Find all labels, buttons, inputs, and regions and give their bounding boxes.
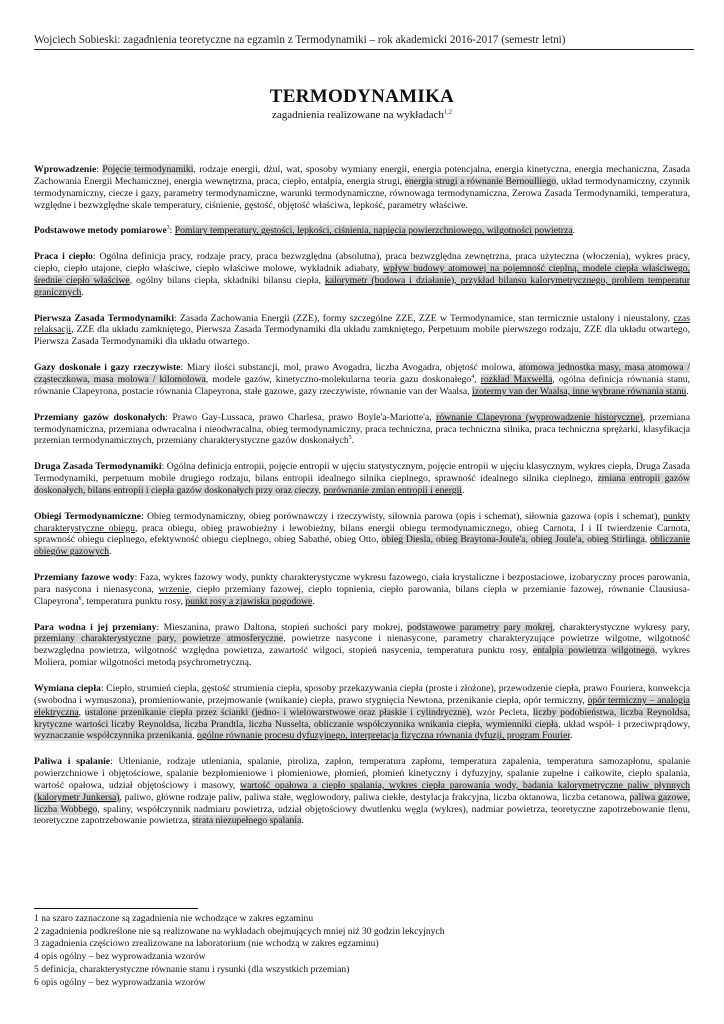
topic-text: , praca obiegu, obieg prawobieżny i lewobieżny, bilans energii obiegu termodynamicznego, obieg Carnota, I i II twierdzenie Carnota, sprawność obiegu cieplnego, efektywność obiegu cieplnego, obieg Sabathé, obieg Otto, <box>34 522 690 546</box>
excluded-topic-text: energia strugi a równanie Bernoulliego <box>404 175 557 187</box>
footnote-item: 4 opis ogólny – bez wyprowadzania wzorów <box>34 951 206 963</box>
topic-heading: Praca i ciepło <box>34 251 93 263</box>
excluded-unlectured-text: kalorymetr (budowa i działanie), przykład bilansu kalorymetrycznego, problem temperatur granicznych <box>34 274 690 298</box>
topic-section <box>34 461 690 497</box>
footnote-ref: 6 <box>78 595 82 602</box>
excluded-topic-text: Pojęcie termodynamiki <box>102 164 194 175</box>
topic-text: , ZZE dla układu zamkniętego, Pierwsza Zasada Termodynamiki dla układu zamkniętego, Perpetuum mobile pierwszego rodzaju, ZZE dla układu otwartego, Pierwsza Zasada Termodynamiki dla układu otwartego. <box>34 324 690 348</box>
document-subtitle <box>0 109 724 121</box>
topic-section <box>34 412 690 448</box>
topic-heading: Paliwa i spalanie <box>34 756 111 768</box>
excluded-topic-text: zmiana entropii gazów doskonałych, bilans entropii i ciepła gazów doskonałych przy oraz cieczy <box>34 473 690 496</box>
excluded-topic-text: podstawowe parametry pary mokrej <box>407 621 553 633</box>
topic-text: , <box>78 706 85 718</box>
topic-text: : Ogólna definicja entropii, pojęcie entropii w ujęciu statystycznym, pojęcie entropii w ujęciu klasycznym, wykres ciepła, Druga Zasada Termodynamiki, perpetuum mobile drugiego rodzaju, bilans entropii idealnego silnika cieplnego, sprawność idealnego silnika cieplnego, <box>34 461 690 485</box>
topic-heading: Gazy doskonałe i gazy rzeczywiste <box>34 362 181 374</box>
unlectured-topic-text: czas relaksacji <box>34 312 690 336</box>
topic-text: , <box>192 730 197 742</box>
topic-text: , temperatura punktu rosy, <box>81 595 186 607</box>
excluded-unlectured-text: równanie Clapeyrona (wyprowadzenie historyczne) <box>436 411 643 423</box>
topic-text: , modele gazów, kinetyczno-molekularna teoria gazu doskonałego <box>205 373 472 385</box>
topic-heading: Druga Zasada Termodynamiki <box>34 461 162 473</box>
excluded-unlectured-text: ogólne równanie procesu dyfuzyjnego, interpretacja fizyczna równania dyfuzji, program Fourier <box>197 730 571 742</box>
footnote-item: 3 zagadnienia częściowo zrealizowane na laboratorium (nie wchodzą w zakres egzaminu) <box>34 938 379 950</box>
topic-text: . <box>462 484 465 496</box>
topic-heading: Podstawowe metody pomiarowe <box>34 225 167 237</box>
topic-heading: Przemiany gazów doskonałych <box>34 411 166 423</box>
topic-text: , ciepło przemiany fazowej, ciepło topnienia, ciepło parowania, bilans ciepła w przemianie fazowej, równanie Clausiusa-Clapeyrona <box>34 583 690 607</box>
excluded-unlectured-text: wartość opałowa a ciepło spalania, wykres ciepła parowania wody, badania kalorymetryczne paliw płynnych (kalorymetr Junkersa) <box>34 779 691 803</box>
topic-text: , wykres Moliera, pomiar wilgotności metodą psychrometryczną. <box>34 645 690 669</box>
excluded-topic-text: obieg Diesla, obieg Braytona-Joule'a, obieg Joule'a, obieg Stirlinga <box>381 534 645 546</box>
excluded-topic-text: przemiany charakterystyczne pary, powietrze atmosferyczne <box>34 633 284 645</box>
topic-text: , charakterystyczne wykresy pary, <box>552 621 690 633</box>
topic-text: . <box>686 385 689 397</box>
excluded-unlectured-text: porównanie zmian entropii i energii <box>323 484 462 496</box>
topic-text: : Obieg termodynamiczny, obieg porównawczy i rzeczywisty, siłownia parowa (opis i schemat), siłownia gazowa (opis i schemat), <box>141 510 664 522</box>
topic-heading: Przemiany fazowe wody <box>34 572 135 584</box>
topic-section <box>34 164 690 211</box>
topic-section <box>34 251 690 298</box>
topic-section <box>34 313 690 349</box>
topic-text: : Faza, wykres fazowy wody, punkty charakterystyczne wykresu fazowego, ciała krystaliczne i bezpostaciowe, izobaryczny proces parowania, para nasycona i nienasycona, <box>34 572 691 595</box>
topic-text: , układ termodynamiczny, czynnik termodynamiczny, ciecze i gazy, parametry termodynamiczne, warunki termodynamiczne, równowaga termodynamiczna, Zerowa Zasada Termodynamiki, temperatura, względne i bezwzględne skale temperatury, ciśnienie, gęstość, objętość właściwa, lepkość, parametry właściwe. <box>34 175 691 211</box>
excluded-topic-text: wyznaczanie współczynnika przenikania <box>34 730 193 742</box>
topic-section <box>34 756 690 827</box>
topic-text: , wzór Pecleta, <box>469 706 533 718</box>
excluded-topic-text: entalpia powietrza wilgotnego <box>532 645 655 657</box>
topic-text: . <box>570 730 573 742</box>
topic-text: , ogólny bilans ciepła, składniki bilansu ciepła, <box>129 274 325 286</box>
excluded-unlectured-text: izotermy van der Waalsa, inne wybrane równania stanu <box>472 385 687 397</box>
excluded-topic-text: atomowa jednostka masy, masa atomowa / cząsteczkowa, masa molowa / kilomolowa <box>34 362 690 385</box>
topic-text: . <box>109 546 112 558</box>
topic-heading: Wymiana ciepła <box>34 683 101 694</box>
topic-text: : Mieszanina, prawo Daltona, stopień suchości pary mokrej, <box>156 621 408 633</box>
footnote-item: 1 na szaro zaznaczone są zagadnienia nie wchodzące w zakres egzaminu <box>34 913 314 924</box>
topic-text: : Ciepło, strumień ciepła, gęstość strumienia ciepła, sposoby przekazywania ciepła (proste i złożone), przewodzenie ciepła, prawo Fouriera, konwekcja (swobodna i wymuszona), promieniowanie, przejmowanie (wnikanie) ciepła, prawo stygnięcia Newtona, przenikanie ciepła, opór termiczny, <box>34 683 690 706</box>
topic-text: , ogólna definicja równania stanu, równanie Clapeyrona, postacie równania Clapeyrona, stałe gazowe, gazy rzeczywiste, równanie van der Waalsa, <box>34 373 690 397</box>
topic-text: , <box>474 373 481 385</box>
topic-text: : Miary ilości substancji, mol, prawo Avogadra, liczba Avogadra, objętość molowa, <box>180 362 519 374</box>
topic-text: . <box>351 435 355 447</box>
excluded-unlectured-text: wpływ budowy atomowej na pojemność cieplną, modele ciepła właściwego, średnie ciepło właściwe <box>34 263 690 286</box>
topic-text: . <box>312 595 315 607</box>
topic-text: , powietrze nasycone i nienasycone, parametry charakteryzujące powietrze wilgotne, wilgotność bezwzględna powietrza, wilgotność względna powietrza, zawartość wilgoci, stopień nasycenia, temperatura punktu rosy, <box>34 633 691 657</box>
topic-heading: Wprowadzenie <box>34 164 97 175</box>
topic-section <box>34 511 690 558</box>
excluded-unlectured-text: obliczanie obiegów gazowych <box>34 534 690 558</box>
footnote-item: 6 opis ogólny – bez wyprowadzania wzorów <box>34 976 206 988</box>
topic-heading: Para wodna i jej przemiany <box>34 621 157 633</box>
topic-text: , spaliny, współczynnik nadmiaru powietrza, udział objętościowy dwutlenku węgla (wykres), nadmiar powietrza, teoretyczne zapotrzebowanie tlenu, teoretyczne zapotrzebowanie powietrza, <box>34 803 690 827</box>
footnote-item: 5 definicja, charakterystyczne równanie stanu i rysunki (dla wszystkich przemian) <box>34 963 350 975</box>
topic-text: , układ współ- i przeciwprądowy, <box>558 718 690 730</box>
topic-text: . <box>81 286 84 298</box>
topic-section <box>34 622 690 669</box>
footnote-ref: 3 <box>166 225 170 232</box>
topic-section <box>34 572 690 608</box>
topic-text: . <box>301 815 304 827</box>
excluded-topic-text: liczby podobieństwa, liczba Reynoldsa, krytyczne wartości liczby Reynoldsa, liczba Prandtla, liczba Nusselta, obliczanie współczynnika wnikania ciepła, wymienniki ciepła <box>34 706 690 730</box>
topics-list <box>34 164 690 841</box>
topic-text: , przemiana termodynamiczna, przemiana odwracalna i nieodwracalna, obieg termodynamiczny, praca techniczna, praca techniczna silnika, praca techniczna sprężarki, klasyfikacja przemian termodynamicznych, przemiany charakterystyczne gazów doskonałych <box>34 411 690 447</box>
topic-text: , <box>318 484 324 496</box>
topic-heading: Pierwsza Zasada Termodynamiki <box>34 312 175 324</box>
topic-heading: Obiegi Termodynamiczne <box>34 510 142 522</box>
footnote-ref: 4 <box>471 373 475 380</box>
topic-section <box>34 683 690 742</box>
topic-text: : <box>169 225 175 237</box>
running-header: Wojciech Sobieski: zagadnienia teoretyczne na egzamin z Termodynamiki – rok akademicki 2016-2017 (semestr letni) <box>34 34 694 50</box>
excluded-topic-text: paliwa gazowe, liczba Wobbego <box>34 791 691 815</box>
topic-section <box>34 225 690 237</box>
topic-text: : Zasada Zachowania Energii (ZZE), formy szczególne ZZE, ZZE w Termodynamice, stan termicznie ustalony i nieustalony, <box>174 312 674 324</box>
document-title: TERMODYNAMIKA <box>269 86 455 107</box>
subtitle-text: zagadnienia realizowane na wykładach <box>271 109 444 121</box>
topic-text: , rodzaje energii, dżul, wat, sposoby wymiany energii, energia potencjalna, energia kinetyczna, energia mechaniczna, Zasada Zachowania Energii Mechanicznej, energia wewnętrzna, praca, ciepło, entalpia, energia strugi, <box>34 164 690 187</box>
topic-text: : Ogólna definicja pracy, rodzaje pracy, praca bezwzględna (absolutna), praca bezwzględna zewnętrzna, praca użyteczna (włoczenia), wykres pracy, ciepło, ciepło utajone, ciepło właściwe, ciepło właściwe molowe, wykładnik adiabaty, <box>34 251 690 275</box>
excluded-topic-text: strata niezupełnego spalania <box>192 815 302 827</box>
excluded-topic-text: ustalone przenikanie ciepła przez ścianki (jedno- i wielowarstwowe oraz płaskie i cylindryczne) <box>84 706 470 718</box>
footnote-separator <box>34 908 198 909</box>
topic-text: : Utlenianie, rodzaje utleniania, spalanie, piroliza, zapłon, temperatura zapłonu, temperatura zapalenia, temperatura samozapłonu, spalanie powierzchniowe i objętościowe, spalanie bezpłomieniowe i płomieniowe, płomień, płomień kinetyczny i dyfuzyjny, spalanie zupełne i całkowite, ciepło spalania, wartość opałowa, udział objętościowy i masowy, <box>34 756 690 791</box>
unlectured-topic-text: punkty charakterystyczne obiegu <box>34 510 691 534</box>
footnote-ref: 5 <box>348 435 352 442</box>
footnote-item: 2 zagadnienia podkreślone nie są realizowane na wykładach obejmujących mniej niż 30 godzin lekcyjnych <box>34 925 445 937</box>
topic-text: : <box>96 164 103 175</box>
topic-section <box>34 362 690 398</box>
subtitle-footnote-ref: 1,2 <box>443 108 453 116</box>
footnotes <box>34 913 690 989</box>
excluded-unlectured-text: punkt rosy a zjawiska pogodowe <box>185 595 313 607</box>
excluded-unlectured-text: opór termiczny – analogia elektryczna <box>34 694 690 718</box>
topic-text: , paliwo, główne rodzaje paliw, paliwa stałe, węglowodory, paliwa ciekłe, destylacja frakcyjna, liczba oktanowa, liczba cetanowa, <box>119 791 630 803</box>
excluded-unlectured-text: Pomiary temperatury, gęstości, lepkości, ciśnienia, napięcia powierzchniowego, wilgotności powietrza <box>174 225 573 237</box>
topic-text: . <box>572 225 575 237</box>
topic-text: , <box>644 534 651 546</box>
unlectured-topic-text: wrzenie <box>158 583 190 595</box>
topic-text: : Prawo Gay-Lussaca, prawo Charlesa, prawo Boyle'a-Mariotte'a, <box>165 411 437 423</box>
excluded-unlectured-text: rozkład Maxwella <box>480 373 553 385</box>
